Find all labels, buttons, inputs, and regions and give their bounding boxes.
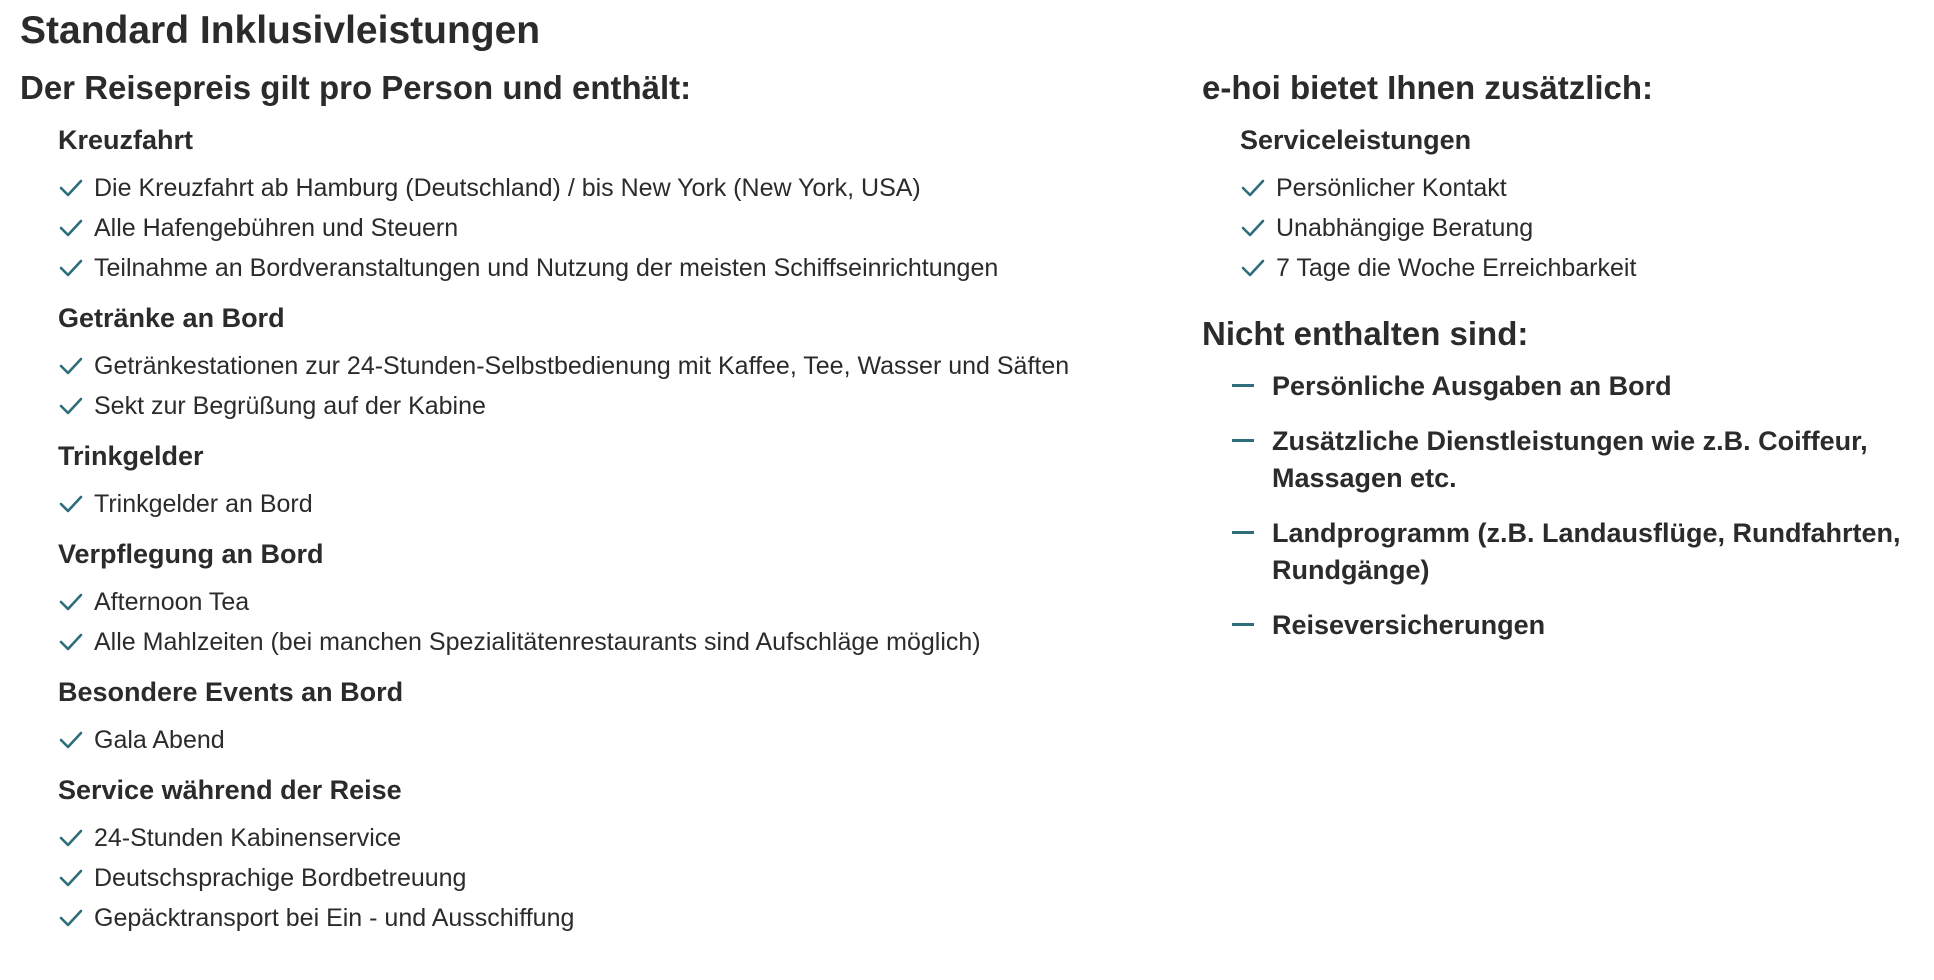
content-columns [20,68,1914,938]
list-item [58,484,1202,524]
list-item [1240,208,1914,248]
included-section [58,538,1202,662]
check-icon [58,867,84,889]
check-icon [58,177,84,199]
check-icon [1240,177,1266,199]
list-item-text: 24-Stunden Kabinenservice [94,823,402,852]
extras-column [1202,68,1914,938]
excluded-item-text: Landprogramm (z.B. Landausflüge, Rundfahrten, Rundgänge) [1272,518,1901,585]
excluded-item [1232,515,1914,589]
included-section [58,302,1202,426]
dash-icon [1232,384,1254,387]
check-icon [58,907,84,929]
list-item-text: Trinkgelder an Bord [94,489,313,518]
section-title: Kreuzfahrt [58,125,194,155]
list-item [58,248,1202,288]
list-item-text: Alle Mahlzeiten (bei manchen Spezialitätenrestaurants sind Aufschläge möglich) [94,627,981,656]
list-item-text: Getränkestationen zur 24-Stunden-Selbstbedienung mit Kaffee, Tee, Wasser und Säften [94,351,1070,380]
excluded-item [1232,423,1914,497]
list-item [58,858,1202,898]
list-item [58,168,1202,208]
list-item-text: Persönlicher Kontakt [1276,173,1507,202]
extras-heading: e-hoi bietet Ihnen zusätzlich: [1202,69,1654,106]
check-icon [58,827,84,849]
section-title: Trinkgelder [58,441,204,471]
list-item-text: Unabhängige Beratung [1276,213,1534,242]
list-item-text: Alle Hafengebühren und Steuern [94,213,459,242]
check-icon [58,591,84,613]
excluded-item-text: Zusätzliche Dienstleistungen wie z.B. Coiffeur, Massagen etc. [1272,426,1868,493]
list-item [58,582,1202,622]
included-section [58,676,1202,760]
extras-list [1240,168,1914,288]
list-item [1240,168,1914,208]
included-section [58,124,1202,288]
included-heading: Der Reisepreis gilt pro Person und enthält: [20,69,692,106]
excluded-item [1232,607,1914,644]
list-item [58,386,1202,426]
excluded-item-text: Reiseversicherungen [1272,610,1546,640]
list-item-text: Gepäcktransport bei Ein - und Ausschiffung [94,903,575,932]
included-list [58,818,1202,938]
check-icon [1240,257,1266,279]
list-item [58,898,1202,938]
included-list [58,582,1202,662]
list-item [58,720,1202,760]
check-icon [58,493,84,515]
list-item-text: Gala Abend [94,725,225,754]
list-item [58,346,1202,386]
excluded-heading: Nicht enthalten sind: [1202,315,1529,352]
extras-section [1240,124,1914,288]
check-icon [58,355,84,377]
included-column [20,68,1202,938]
included-list [58,720,1202,760]
section-title: Verpflegung an Bord [58,539,324,569]
list-item [58,622,1202,662]
section-title: Besondere Events an Bord [58,677,404,707]
excluded-item-text: Persönliche Ausgaben an Bord [1272,371,1672,401]
list-item-text: Afternoon Tea [94,587,250,616]
included-section [58,440,1202,524]
list-item [1240,248,1914,288]
section-title: Service während der Reise [58,775,402,805]
page-title: Standard Inklusivleistungen [20,9,541,52]
extras-section-title: Serviceleistungen [1240,125,1472,155]
list-item-text: Sekt zur Begrüßung auf der Kabine [94,391,486,420]
included-section [58,774,1202,938]
check-icon [58,729,84,751]
included-list [58,484,1202,524]
list-item-text: 7 Tage die Woche Erreichbarkeit [1276,253,1637,282]
included-list [58,346,1202,426]
excluded-item [1232,368,1914,405]
dash-icon [1232,531,1254,534]
check-icon [58,257,84,279]
list-item-text: Die Kreuzfahrt ab Hamburg (Deutschland) / bis New York (New York, USA) [94,173,921,202]
check-icon [58,395,84,417]
list-item-text: Teilnahme an Bordveranstaltungen und Nutzung der meisten Schiffseinrichtungen [94,253,999,282]
included-list [58,168,1202,288]
check-icon [58,631,84,653]
dash-icon [1232,439,1254,442]
list-item-text: Deutschsprachige Bordbetreuung [94,863,467,892]
check-icon [1240,217,1266,239]
excluded-list [1232,368,1914,644]
check-icon [58,217,84,239]
dash-icon [1232,623,1254,626]
section-title: Getränke an Bord [58,303,285,333]
included-sections [20,124,1202,938]
list-item [58,818,1202,858]
list-item [58,208,1202,248]
